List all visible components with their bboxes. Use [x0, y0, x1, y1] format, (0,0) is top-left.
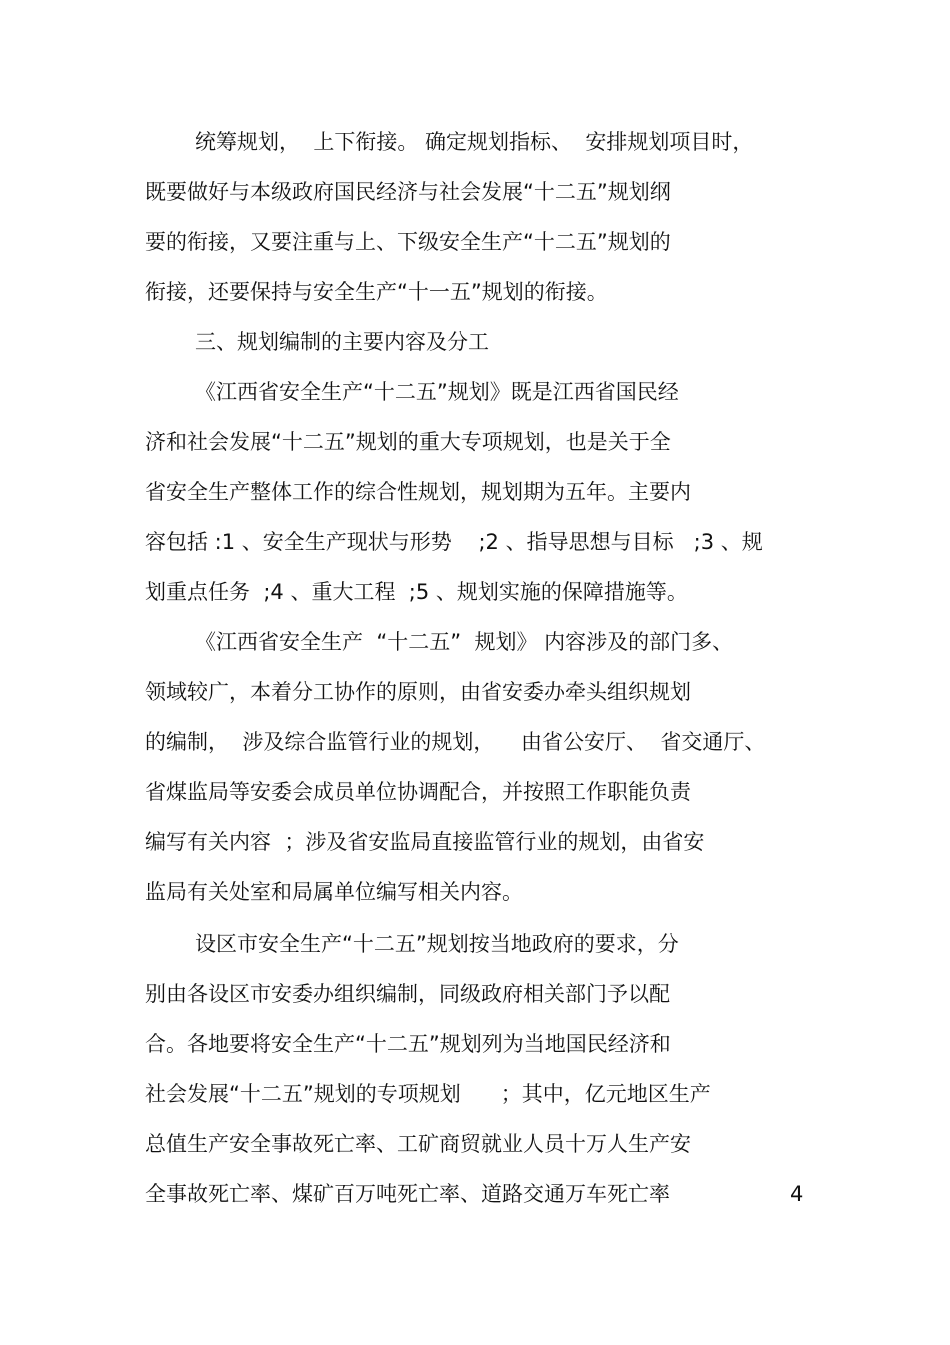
- paragraph-line: 监局有关处室和局属单位编写相关内容。: [145, 880, 523, 904]
- paragraph-line: 省安全生产整体工作的综合性规划，规划期为五年。主要内: [145, 480, 691, 504]
- paragraph-line: 要的衔接，又要注重与上、下级安全生产“十二五”规划的: [145, 230, 671, 254]
- section-heading: 三、规划编制的主要内容及分工: [195, 330, 489, 354]
- page-number: 4: [790, 1182, 804, 1206]
- paragraph-line: 《江西省安全生产“十二五”规划》既是江西省国民经: [195, 380, 679, 404]
- paragraph-line: 划重点任务 ;4 、重大工程 ;5 、规划实施的保障措施等。: [145, 580, 688, 604]
- paragraph-line: 全事故死亡率、煤矿百万吨死亡率、道路交通万车死亡率: [145, 1182, 670, 1206]
- paragraph-line: 领域较广，本着分工协作的原则，由省安委办牵头组织规划: [145, 680, 691, 704]
- paragraph-line: 设区市安全生产“十二五”规划按当地政府的要求，分: [195, 932, 679, 956]
- paragraph-line: 总值生产安全事故死亡率、工矿商贸就业人员十万人生产安: [145, 1132, 691, 1156]
- paragraph-line: 济和社会发展“十二五”规划的重大专项规划，也是关于全: [145, 430, 671, 454]
- paragraph-line: 《江西省安全生产 “十二五” 规划》 内容涉及的部门多、: [195, 630, 734, 654]
- paragraph-line: 衔接，还要保持与安全生产“十一五”规划的衔接。: [145, 280, 608, 304]
- paragraph-line: 既要做好与本级政府国民经济与社会发展“十二五”规划纲: [145, 180, 671, 204]
- paragraph-line: 编写有关内容 ；涉及省安监局直接监管行业的规划，由省安: [145, 830, 705, 854]
- paragraph-line: 的编制， 涉及综合监管行业的规划， 由省公安厅、 省交通厅、: [145, 730, 766, 754]
- paragraph-line: 社会发展“十二五”规划的专项规划 ；其中，亿元地区生产: [145, 1082, 711, 1106]
- paragraph-line: 合。各地要将安全生产“十二五”规划列为当地国民经济和: [145, 1032, 671, 1056]
- paragraph-line: 省煤监局等安委会成员单位协调配合，并按照工作职能负责: [145, 780, 691, 804]
- paragraph-line: 容包括 :1 、安全生产现状与形势 ;2 、指导思想与目标 ;3 、规: [145, 530, 763, 554]
- paragraph-line: 统筹规划， 上下衔接。 确定规划指标、 安排规划项目时，: [195, 130, 754, 154]
- paragraph-line: 别由各设区市安委办组织编制，同级政府相关部门予以配: [145, 982, 670, 1006]
